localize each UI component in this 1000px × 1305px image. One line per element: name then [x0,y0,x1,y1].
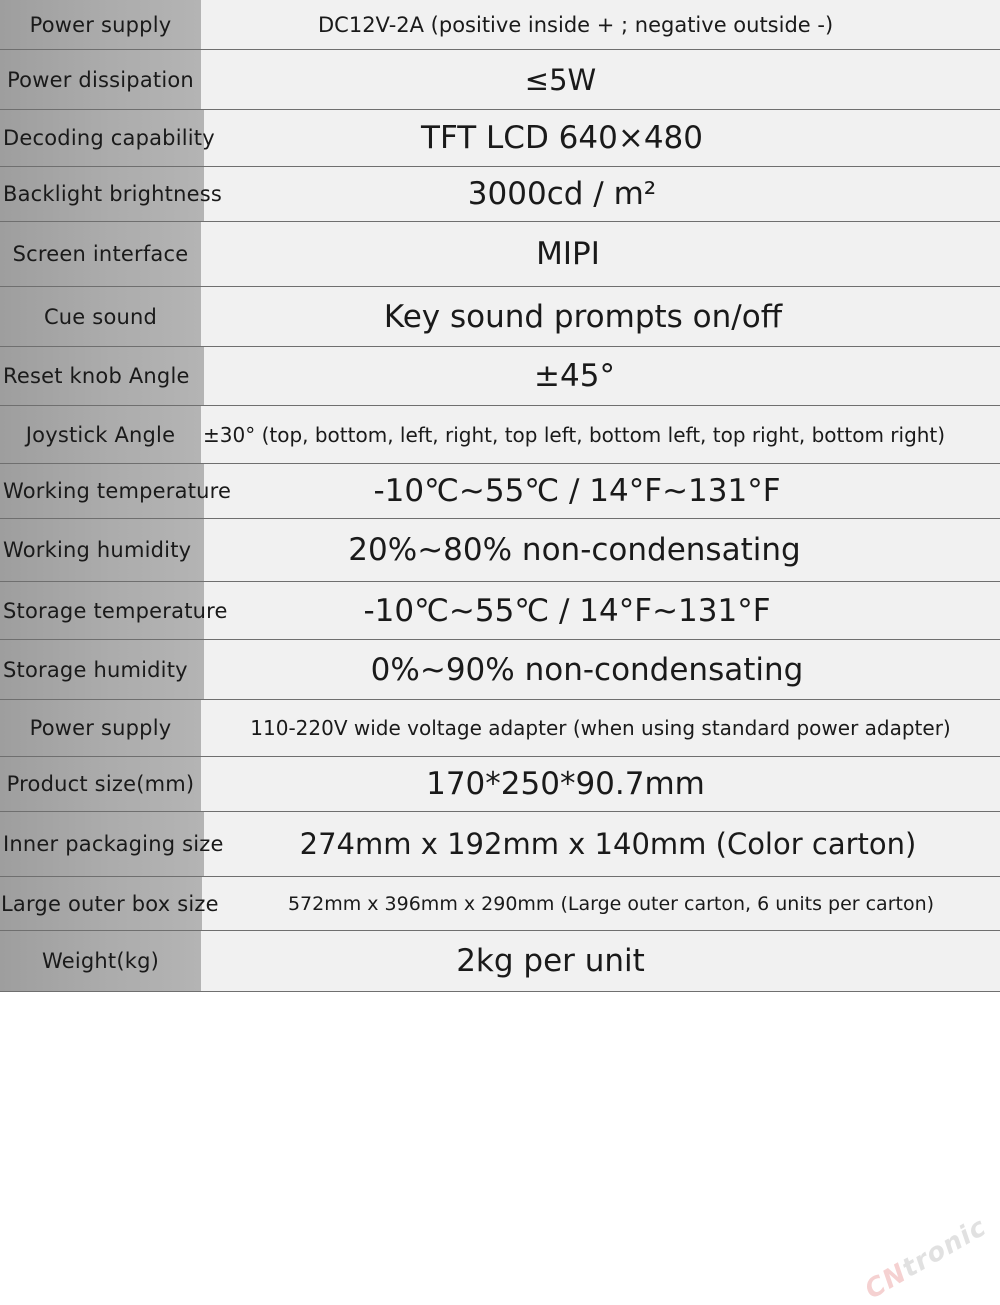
brand-watermark [860,1212,992,1305]
spec-value: 2kg per unit [456,943,645,979]
spec-value: MIPI [536,236,600,272]
spec-row-product-size [0,757,1000,812]
spec-label: Decoding capability [0,110,204,166]
spec-value: -10℃~55℃ / 14°F~131°F [363,592,771,629]
spec-value: 170*250*90.7mm [426,766,705,802]
spec-label: Cue sound [0,287,201,346]
spec-label: Working temperature [0,464,204,518]
spec-label: Storage temperature [0,582,204,639]
spec-value: TFT LCD 640×480 [421,120,703,156]
spec-label: Working humidity [0,519,204,581]
spec-value: DC12V-2A (positive inside + ; negative outside -) [318,12,834,37]
spec-label: Weight(kg) [0,931,201,991]
spec-row-weight [0,931,1000,992]
spec-value: ±45° [534,358,615,394]
spec-row-power-supply [0,0,1000,50]
spec-row-power-dissipation [0,50,1000,110]
spec-row-storage-temperature [0,582,1000,640]
spec-row-decoding-capability [0,110,1000,167]
spec-row-joystick-angle [0,406,1000,464]
spec-value: -10℃~55℃ / 14°F~131°F [373,473,781,509]
spec-label: Inner packaging size [0,812,204,876]
spec-value: 110-220V wide voltage adapter (when using standard power adapter) [250,716,951,740]
spec-label: Joystick Angle [0,406,201,463]
spec-row-large-outer-box-size [0,877,1000,931]
spec-label: Power dissipation [0,50,201,109]
spec-value: 3000cd / m² [467,176,657,212]
spec-label: Storage humidity [0,640,204,699]
spec-label: Reset knob Angle [0,347,204,405]
spec-label: Screen interface [0,222,201,286]
spec-row-reset-knob-angle [0,347,1000,406]
spec-row-inner-packaging-size [0,812,1000,877]
spec-label: Large outer box size [0,877,202,930]
spec-value: Key sound prompts on/off [383,298,783,335]
watermark-accent: CN [860,1257,913,1305]
spec-value: ≤5W [524,62,597,97]
spec-value: 20%~80% non-condensating [348,532,801,568]
spec-label: Power supply [0,700,201,756]
spec-value: 274mm x 192mm x 140mm (Color carton) [299,827,917,861]
spec-row-working-temperature [0,464,1000,519]
spec-row-storage-humidity [0,640,1000,700]
spec-label: Backlight brightness [0,167,204,221]
spec-row-power-supply-adapter [0,700,1000,757]
spec-value: 0%~90% non-condensating [370,651,804,688]
spec-row-cue-sound [0,287,1000,347]
watermark-text: tronic [897,1212,992,1284]
spec-row-backlight-brightness [0,167,1000,222]
spec-label: Power supply [0,0,201,49]
spec-row-screen-interface [0,222,1000,287]
spec-value: ±30° (top, bottom, left, right, top left, bottom left, top right, bottom right) [203,422,946,447]
spec-row-working-humidity [0,519,1000,582]
spec-label: Product size(mm) [0,757,201,811]
spec-value: 572mm x 396mm x 290mm (Large outer carton, 6 units per carton) [287,892,935,915]
